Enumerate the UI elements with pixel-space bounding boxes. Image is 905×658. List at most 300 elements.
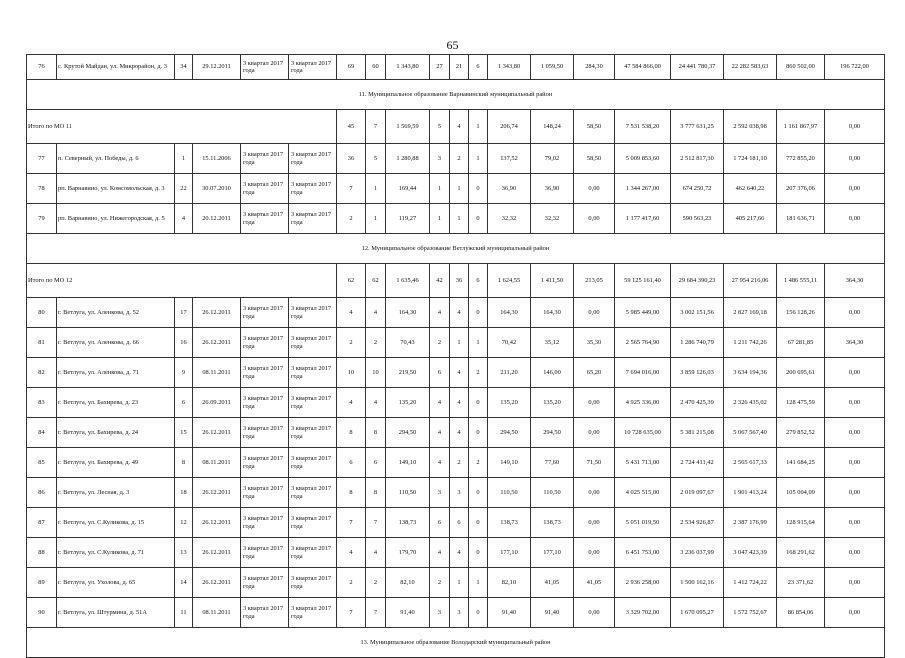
value-cell: 69 xyxy=(337,55,366,80)
value-cell: 0,00 xyxy=(825,538,885,568)
value-cell: 164,30 xyxy=(386,298,430,328)
value-cell: 1 177 417,60 xyxy=(615,204,671,234)
value-cell: 196 722,00 xyxy=(825,55,885,80)
value-cell: 0,00 xyxy=(825,144,885,174)
value-cell: 2 534 926,87 xyxy=(671,508,724,538)
value-cell: 2 512 817,30 xyxy=(671,144,724,174)
subtotal-cell: 59 125 161,40 xyxy=(615,264,671,298)
row-number: 77 xyxy=(27,144,57,174)
row-number: 82 xyxy=(27,358,57,388)
value-cell: 91,40 xyxy=(488,598,531,628)
period-cell: 3 квартал 2017 года xyxy=(289,55,337,80)
value-cell: 2 387 176,99 xyxy=(724,508,777,538)
value-cell: 47 584 866,00 xyxy=(615,55,671,80)
value-cell: 135,20 xyxy=(488,388,531,418)
value-cell: 6 451 753,00 xyxy=(615,538,671,568)
value-cell: 0,00 xyxy=(574,298,615,328)
address-cell: г. Ветлуга, ул. Аленкова, д. 66 xyxy=(57,328,175,358)
value-cell: 284,30 xyxy=(574,55,615,80)
doc-number-cell: 14 xyxy=(175,568,193,598)
address-cell: с. Крутой Майдан, ул. Микрорайон, д. 3 xyxy=(57,55,175,80)
section-header-row xyxy=(27,234,885,264)
period-cell: 3 квартал 2017 года xyxy=(241,388,289,418)
row-number: 76 xyxy=(27,55,57,80)
table-row xyxy=(27,144,885,174)
doc-number-cell: 6 xyxy=(175,388,193,418)
period-cell: 3 квартал 2017 года xyxy=(241,358,289,388)
period-cell: 3 квартал 2017 года xyxy=(289,448,337,478)
address-cell: рп. Варнавино, ул. Комсомольская, д. 3 xyxy=(57,174,175,204)
value-cell: 110,50 xyxy=(386,478,430,508)
value-cell: 141 684,25 xyxy=(777,448,825,478)
value-cell: 168 291,62 xyxy=(777,538,825,568)
value-cell: 5 009 853,60 xyxy=(615,144,671,174)
value-cell: 0 xyxy=(469,418,488,448)
value-cell: 1 059,50 xyxy=(531,55,574,80)
value-cell: 10 728 635,00 xyxy=(615,418,671,448)
subtotal-cell: 206,74 xyxy=(488,110,531,144)
subtotal-cell: 6 xyxy=(469,264,488,298)
value-cell: 211,20 xyxy=(488,358,531,388)
period-cell: 3 квартал 2017 года xyxy=(241,598,289,628)
value-cell: 2 xyxy=(337,328,366,358)
row-number: 87 xyxy=(27,508,57,538)
period-cell: 3 квартал 2017 года xyxy=(289,538,337,568)
value-cell: 7 xyxy=(366,598,386,628)
value-cell: 8 xyxy=(366,478,386,508)
row-number: 85 xyxy=(27,448,57,478)
value-cell: 5 431 713,00 xyxy=(615,448,671,478)
value-cell: 137,52 xyxy=(488,144,531,174)
value-cell: 41,05 xyxy=(531,568,574,598)
value-cell: 70,43 xyxy=(386,328,430,358)
period-cell: 3 квартал 2017 года xyxy=(289,174,337,204)
doc-number-cell: 11 xyxy=(175,598,193,628)
table-row xyxy=(27,598,885,628)
address-cell: г. Ветлуга, ул. Штурмина, д. 51А xyxy=(57,598,175,628)
value-cell: 1 670 095,27 xyxy=(671,598,724,628)
doc-number-cell: 9 xyxy=(175,358,193,388)
subtotal-cell: 148,24 xyxy=(531,110,574,144)
value-cell: 1 xyxy=(469,144,488,174)
value-cell: 0,00 xyxy=(574,478,615,508)
table-row xyxy=(27,388,885,418)
value-cell: 7 xyxy=(337,508,366,538)
period-cell: 3 квартал 2017 года xyxy=(241,538,289,568)
table-row xyxy=(27,204,885,234)
value-cell: 4 xyxy=(366,298,386,328)
subtotal-cell: 364,30 xyxy=(825,264,885,298)
doc-number-cell: 15 xyxy=(175,418,193,448)
value-cell: 3 xyxy=(430,478,450,508)
value-cell: 149,10 xyxy=(386,448,430,478)
doc-number-cell: 16 xyxy=(175,328,193,358)
value-cell: 1 343,80 xyxy=(488,55,531,80)
value-cell: 0 xyxy=(469,508,488,538)
table-row xyxy=(27,55,885,80)
table-row xyxy=(27,478,885,508)
housing-register-table xyxy=(26,54,885,658)
value-cell: 60 xyxy=(366,55,386,80)
value-cell: 7 694 016,00 xyxy=(615,358,671,388)
value-cell: 590 563,23 xyxy=(671,204,724,234)
value-cell: 8 xyxy=(337,478,366,508)
address-cell: п. Северный, ул. Победы, д. 6 xyxy=(57,144,175,174)
value-cell: 1 xyxy=(450,328,469,358)
value-cell: 3 xyxy=(430,144,450,174)
address-cell: г. Ветлуга, ул. Бахирева, д. 49 xyxy=(57,448,175,478)
doc-number-cell: 18 xyxy=(175,478,193,508)
value-cell: 7 xyxy=(337,598,366,628)
value-cell: 36,90 xyxy=(531,174,574,204)
value-cell: 67 281,85 xyxy=(777,328,825,358)
value-cell: 0,00 xyxy=(825,568,885,598)
value-cell: 4 xyxy=(430,538,450,568)
period-cell: 3 квартал 2017 года xyxy=(289,418,337,448)
row-number: 81 xyxy=(27,328,57,358)
value-cell: 0,00 xyxy=(825,298,885,328)
date-cell: 20.12.2011 xyxy=(193,204,241,234)
value-cell: 65,20 xyxy=(574,358,615,388)
value-cell: 10 xyxy=(366,358,386,388)
value-cell: 2 936 258,00 xyxy=(615,568,671,598)
period-cell: 3 квартал 2017 года xyxy=(289,358,337,388)
value-cell: 4 xyxy=(337,388,366,418)
value-cell: 0,00 xyxy=(574,418,615,448)
subtotal-cell: 5 xyxy=(430,110,450,144)
value-cell: 10 xyxy=(337,358,366,388)
subtotal-cell: 1 xyxy=(469,110,488,144)
value-cell: 2 827 169,18 xyxy=(724,298,777,328)
value-cell: 1 xyxy=(450,204,469,234)
value-cell: 177,10 xyxy=(531,538,574,568)
subtotal-cell: 1 161 867,97 xyxy=(777,110,825,144)
value-cell: 4 xyxy=(430,388,450,418)
value-cell: 36,90 xyxy=(488,174,531,204)
period-cell: 3 квартал 2017 года xyxy=(241,174,289,204)
value-cell: 1 xyxy=(430,204,450,234)
value-cell: 4 xyxy=(450,298,469,328)
value-cell: 36 xyxy=(337,144,366,174)
value-cell: 6 xyxy=(469,55,488,80)
row-number: 78 xyxy=(27,174,57,204)
period-cell: 3 квартал 2017 года xyxy=(241,448,289,478)
value-cell: 0,00 xyxy=(825,598,885,628)
value-cell: 2 xyxy=(469,448,488,478)
value-cell: 2 xyxy=(430,568,450,598)
row-number: 89 xyxy=(27,568,57,598)
value-cell: 1 xyxy=(450,568,469,598)
value-cell: 7 xyxy=(337,174,366,204)
doc-number-cell: 22 xyxy=(175,174,193,204)
value-cell: 0 xyxy=(469,204,488,234)
value-cell: 0,00 xyxy=(574,508,615,538)
value-cell: 7 xyxy=(366,508,386,538)
subtotal-cell: 1 624,55 xyxy=(488,264,531,298)
value-cell: 1 500 162,16 xyxy=(671,568,724,598)
value-cell: 128 475,59 xyxy=(777,388,825,418)
period-cell: 3 квартал 2017 года xyxy=(289,508,337,538)
value-cell: 462 640,22 xyxy=(724,174,777,204)
value-cell: 2 565 617,33 xyxy=(724,448,777,478)
section-title: 12. Муниципальное образование Ветлужский муниципальный район xyxy=(27,234,885,264)
value-cell: 4 925 336,00 xyxy=(615,388,671,418)
subtotal-cell: 27 954 216,06 xyxy=(724,264,777,298)
value-cell: 0,00 xyxy=(574,388,615,418)
value-cell: 149,10 xyxy=(488,448,531,478)
value-cell: 3 047 423,39 xyxy=(724,538,777,568)
value-cell: 4 xyxy=(450,388,469,418)
period-cell: 3 квартал 2017 года xyxy=(241,328,289,358)
value-cell: 0 xyxy=(469,538,488,568)
value-cell: 207 376,06 xyxy=(777,174,825,204)
value-cell: 2 xyxy=(337,204,366,234)
value-cell: 1 xyxy=(469,328,488,358)
value-cell: 0,00 xyxy=(825,358,885,388)
value-cell: 23 371,62 xyxy=(777,568,825,598)
table-row xyxy=(27,358,885,388)
value-cell: 772 855,20 xyxy=(777,144,825,174)
value-cell: 1 xyxy=(430,174,450,204)
value-cell: 110,50 xyxy=(531,478,574,508)
row-number: 88 xyxy=(27,538,57,568)
page-number: 65 xyxy=(446,38,459,52)
subtotal-cell: 36 xyxy=(450,264,469,298)
value-cell: 1 280,88 xyxy=(386,144,430,174)
doc-number-cell: 8 xyxy=(175,448,193,478)
value-cell: 3 859 126,03 xyxy=(671,358,724,388)
value-cell: 2 724 411,42 xyxy=(671,448,724,478)
table-row xyxy=(27,568,885,598)
value-cell: 135,20 xyxy=(531,388,574,418)
value-cell: 1 xyxy=(366,174,386,204)
value-cell: 164,30 xyxy=(531,298,574,328)
value-cell: 2 xyxy=(366,568,386,598)
value-cell: 0 xyxy=(469,388,488,418)
subtotal-cell: 7 531 538,20 xyxy=(615,110,671,144)
value-cell: 0,00 xyxy=(574,174,615,204)
value-cell: 58,50 xyxy=(574,144,615,174)
subtotal-label: Итого по МО 11 xyxy=(27,110,337,144)
value-cell: 156 128,26 xyxy=(777,298,825,328)
value-cell: 138,73 xyxy=(386,508,430,538)
value-cell: 169,44 xyxy=(386,174,430,204)
value-cell: 0 xyxy=(469,298,488,328)
value-cell: 2 470 425,39 xyxy=(671,388,724,418)
subtotal-cell: 3 777 631,25 xyxy=(671,110,724,144)
period-cell: 3 квартал 2017 года xyxy=(289,478,337,508)
date-cell: 15.11.2006 xyxy=(193,144,241,174)
value-cell: 8 xyxy=(366,418,386,448)
value-cell: 1 572 752,67 xyxy=(724,598,777,628)
subtotal-row xyxy=(27,110,885,144)
date-cell: 08.11.2011 xyxy=(193,598,241,628)
value-cell: 4 xyxy=(430,298,450,328)
value-cell: 24 441 780,37 xyxy=(671,55,724,80)
section-title: 13. Муниципальное образование Володарский муниципальный район xyxy=(27,628,885,658)
doc-number-cell: 4 xyxy=(175,204,193,234)
value-cell: 0,00 xyxy=(825,418,885,448)
date-cell: 26.12.2011 xyxy=(193,568,241,598)
value-cell: 1 xyxy=(366,204,386,234)
value-cell: 135,20 xyxy=(386,388,430,418)
subtotal-cell: 45 xyxy=(337,110,366,144)
value-cell: 179,70 xyxy=(386,538,430,568)
value-cell: 86 854,06 xyxy=(777,598,825,628)
period-cell: 3 квартал 2017 года xyxy=(289,328,337,358)
row-number: 83 xyxy=(27,388,57,418)
section-title: 11. Муниципальное образование Варнавинский муниципальный район xyxy=(27,80,885,110)
value-cell: 0 xyxy=(469,478,488,508)
subtotal-cell: 58,50 xyxy=(574,110,615,144)
value-cell: 6 xyxy=(366,448,386,478)
value-cell: 1 724 181,10 xyxy=(724,144,777,174)
value-cell: 3 002 151,56 xyxy=(671,298,724,328)
value-cell: 110,50 xyxy=(488,478,531,508)
table-row xyxy=(27,508,885,538)
period-cell: 3 квартал 2017 года xyxy=(289,568,337,598)
period-cell: 3 квартал 2017 года xyxy=(289,144,337,174)
value-cell: 405 217,66 xyxy=(724,204,777,234)
value-cell: 4 xyxy=(337,298,366,328)
value-cell: 2 565 764,90 xyxy=(615,328,671,358)
address-cell: г. Ветлуга, ул. С.Куликова, д. 15 xyxy=(57,508,175,538)
subtotal-label: Итого по МО 12 xyxy=(27,264,337,298)
value-cell: 200 695,61 xyxy=(777,358,825,388)
doc-number-cell: 34 xyxy=(175,55,193,80)
value-cell: 0,00 xyxy=(825,448,885,478)
value-cell: 32,32 xyxy=(488,204,531,234)
table-row xyxy=(27,418,885,448)
value-cell: 6 xyxy=(430,508,450,538)
row-number: 86 xyxy=(27,478,57,508)
date-cell: 26.12.2011 xyxy=(193,328,241,358)
value-cell: 3 xyxy=(450,478,469,508)
value-cell: 3 xyxy=(430,598,450,628)
date-cell: 29.12.2011 xyxy=(193,55,241,80)
value-cell: 2 xyxy=(450,448,469,478)
date-cell: 26.12.2011 xyxy=(193,418,241,448)
subtotal-cell: 1 411,50 xyxy=(531,264,574,298)
value-cell: 5 985 449,00 xyxy=(615,298,671,328)
value-cell: 1 xyxy=(469,568,488,598)
value-cell: 8 xyxy=(337,418,366,448)
date-cell: 08.11.2011 xyxy=(193,358,241,388)
date-cell: 26.09.2011 xyxy=(193,388,241,418)
subtotal-cell: 42 xyxy=(430,264,450,298)
period-cell: 3 квартал 2017 года xyxy=(241,478,289,508)
table-row xyxy=(27,174,885,204)
value-cell: 5 051 019,50 xyxy=(615,508,671,538)
subtotal-cell: 62 xyxy=(337,264,366,298)
subtotal-cell: 0,00 xyxy=(825,110,885,144)
value-cell: 5 xyxy=(366,144,386,174)
value-cell: 3 329 702,00 xyxy=(615,598,671,628)
period-cell: 3 квартал 2017 года xyxy=(289,598,337,628)
value-cell: 1 412 724,22 xyxy=(724,568,777,598)
value-cell: 1 901 413,24 xyxy=(724,478,777,508)
value-cell: 6 xyxy=(430,358,450,388)
value-cell: 70,42 xyxy=(488,328,531,358)
value-cell: 0,00 xyxy=(825,174,885,204)
table-row xyxy=(27,328,885,358)
value-cell: 2 xyxy=(366,328,386,358)
period-cell: 3 квартал 2017 года xyxy=(289,204,337,234)
row-number: 80 xyxy=(27,298,57,328)
value-cell: 0,00 xyxy=(825,204,885,234)
value-cell: 2 xyxy=(450,144,469,174)
subtotal-cell: 1 635,46 xyxy=(386,264,430,298)
date-cell: 30.07.2010 xyxy=(193,174,241,204)
subtotal-cell: 62 xyxy=(366,264,386,298)
value-cell: 79,02 xyxy=(531,144,574,174)
row-number: 90 xyxy=(27,598,57,628)
value-cell: 279 852,52 xyxy=(777,418,825,448)
value-cell: 91,40 xyxy=(386,598,430,628)
value-cell: 364,30 xyxy=(825,328,885,358)
date-cell: 26.12.2011 xyxy=(193,538,241,568)
value-cell: 82,10 xyxy=(488,568,531,598)
address-cell: г. Ветлуга, ул. Бахирева, д. 23 xyxy=(57,388,175,418)
address-cell: рп. Варнавино, ул. Нижегородская, д. 5 xyxy=(57,204,175,234)
value-cell: 294,50 xyxy=(488,418,531,448)
value-cell: 128 915,64 xyxy=(777,508,825,538)
value-cell: 4 xyxy=(366,388,386,418)
value-cell: 32,32 xyxy=(531,204,574,234)
address-cell: г. Ветлуга, ул. Аленкова, д. 52 xyxy=(57,298,175,328)
address-cell: г. Ветлуга, ул. Аленкова, д. 71 xyxy=(57,358,175,388)
date-cell: 26.12.2011 xyxy=(193,508,241,538)
value-cell: 4 xyxy=(430,418,450,448)
subtotal-cell: 2 592 038,98 xyxy=(724,110,777,144)
address-cell: г. Ветлуга, ул. С.Куликова, д. 71 xyxy=(57,538,175,568)
row-number: 84 xyxy=(27,418,57,448)
value-cell: 4 xyxy=(430,448,450,478)
date-cell: 26.12.2011 xyxy=(193,478,241,508)
value-cell: 0,00 xyxy=(574,204,615,234)
value-cell: 2 xyxy=(337,568,366,598)
value-cell: 4 xyxy=(337,538,366,568)
doc-number-cell: 13 xyxy=(175,538,193,568)
value-cell: 674 250,72 xyxy=(671,174,724,204)
value-cell: 1 343,80 xyxy=(386,55,430,80)
subtotal-cell: 4 xyxy=(450,110,469,144)
value-cell: 2 xyxy=(430,328,450,358)
value-cell: 2 326 435,02 xyxy=(724,388,777,418)
value-cell: 219,50 xyxy=(386,358,430,388)
value-cell: 4 xyxy=(366,538,386,568)
value-cell: 0,00 xyxy=(825,508,885,538)
value-cell: 3 634 194,36 xyxy=(724,358,777,388)
period-cell: 3 квартал 2017 года xyxy=(289,388,337,418)
row-number: 79 xyxy=(27,204,57,234)
subtotal-cell: 213,05 xyxy=(574,264,615,298)
value-cell: 0 xyxy=(469,174,488,204)
period-cell: 3 квартал 2017 года xyxy=(241,508,289,538)
value-cell: 0,00 xyxy=(574,598,615,628)
value-cell: 138,73 xyxy=(531,508,574,538)
value-cell: 4 xyxy=(450,418,469,448)
value-cell: 105 004,09 xyxy=(777,478,825,508)
value-cell: 4 025 515,00 xyxy=(615,478,671,508)
period-cell: 3 квартал 2017 года xyxy=(289,298,337,328)
value-cell: 71,50 xyxy=(574,448,615,478)
value-cell: 181 636,71 xyxy=(777,204,825,234)
value-cell: 164,30 xyxy=(488,298,531,328)
value-cell: 5 067 567,40 xyxy=(724,418,777,448)
value-cell: 1 211 742,26 xyxy=(724,328,777,358)
value-cell: 146,00 xyxy=(531,358,574,388)
